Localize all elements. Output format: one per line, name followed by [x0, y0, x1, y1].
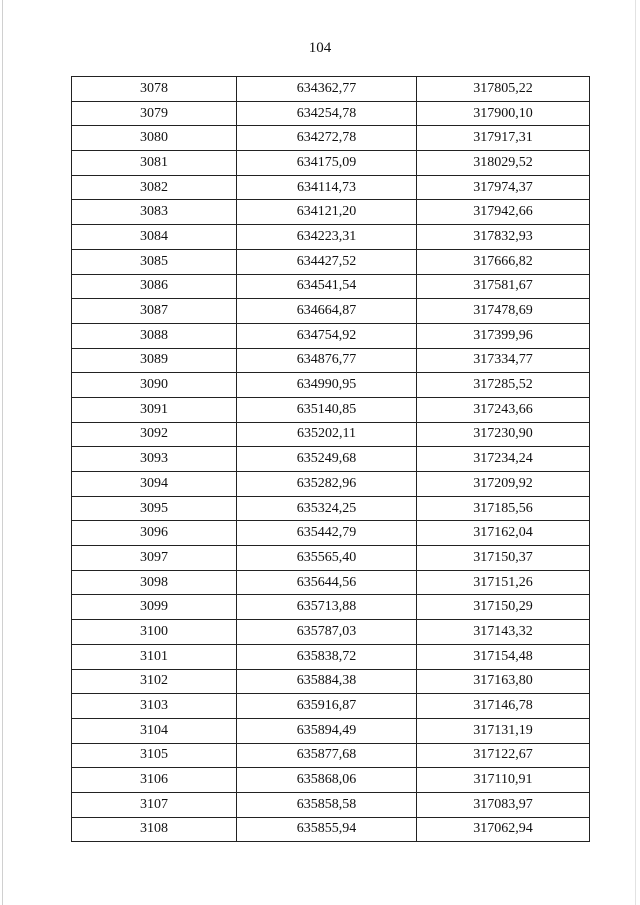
y-coordinate-cell: 317666,82: [417, 249, 590, 274]
point-number-cell: 3096: [72, 521, 237, 546]
point-number-cell: 3086: [72, 274, 237, 299]
point-number-cell: 3084: [72, 225, 237, 250]
table-row: [72, 743, 590, 768]
point-number-cell: 3085: [72, 249, 237, 274]
y-coordinate-cell: 317234,24: [417, 447, 590, 472]
x-coordinate-cell: 635565,40: [237, 546, 417, 571]
point-number-cell: 3091: [72, 397, 237, 422]
x-coordinate-cell: 634362,77: [237, 77, 417, 102]
table-row: [72, 151, 590, 176]
x-coordinate-cell: 635894,49: [237, 718, 417, 743]
point-number-cell: 3092: [72, 422, 237, 447]
y-coordinate-cell: 317230,90: [417, 422, 590, 447]
x-coordinate-cell: 634254,78: [237, 101, 417, 126]
point-number-cell: 3103: [72, 694, 237, 719]
x-coordinate-cell: 635713,88: [237, 595, 417, 620]
table-row: [72, 694, 590, 719]
x-coordinate-cell: 634121,20: [237, 200, 417, 225]
x-coordinate-cell: 635916,87: [237, 694, 417, 719]
coordinates-table: [71, 76, 590, 842]
x-coordinate-cell: 635838,72: [237, 644, 417, 669]
table-row: [72, 175, 590, 200]
point-number-cell: 3108: [72, 817, 237, 842]
coordinates-table-body: [72, 77, 590, 842]
point-number-cell: 3101: [72, 644, 237, 669]
y-coordinate-cell: 317062,94: [417, 817, 590, 842]
point-number-cell: 3087: [72, 299, 237, 324]
point-number-cell: 3093: [72, 447, 237, 472]
table-row: [72, 817, 590, 842]
y-coordinate-cell: 317285,52: [417, 373, 590, 398]
y-coordinate-cell: 317131,19: [417, 718, 590, 743]
point-number-cell: 3099: [72, 595, 237, 620]
y-coordinate-cell: 317942,66: [417, 200, 590, 225]
x-coordinate-cell: 635442,79: [237, 521, 417, 546]
x-coordinate-cell: 635858,58: [237, 792, 417, 817]
point-number-cell: 3082: [72, 175, 237, 200]
y-coordinate-cell: 317243,66: [417, 397, 590, 422]
y-coordinate-cell: 317917,31: [417, 126, 590, 151]
point-number-cell: 3080: [72, 126, 237, 151]
y-coordinate-cell: 317805,22: [417, 77, 590, 102]
point-number-cell: 3088: [72, 323, 237, 348]
table-row: [72, 101, 590, 126]
point-number-cell: 3098: [72, 570, 237, 595]
table-row: [72, 718, 590, 743]
x-coordinate-cell: 635884,38: [237, 669, 417, 694]
table-row: [72, 447, 590, 472]
table-row: [72, 200, 590, 225]
point-number-cell: 3078: [72, 77, 237, 102]
point-number-cell: 3081: [72, 151, 237, 176]
table-row: [72, 620, 590, 645]
point-number-cell: 3097: [72, 546, 237, 571]
y-coordinate-cell: 317143,32: [417, 620, 590, 645]
point-number-cell: 3090: [72, 373, 237, 398]
x-coordinate-cell: 635868,06: [237, 768, 417, 793]
point-number-cell: 3083: [72, 200, 237, 225]
table-row: [72, 570, 590, 595]
point-number-cell: 3079: [72, 101, 237, 126]
table-row: [72, 249, 590, 274]
table-row: [72, 323, 590, 348]
x-coordinate-cell: 635140,85: [237, 397, 417, 422]
x-coordinate-cell: 635877,68: [237, 743, 417, 768]
x-coordinate-cell: 635644,56: [237, 570, 417, 595]
table-row: [72, 792, 590, 817]
point-number-cell: 3089: [72, 348, 237, 373]
x-coordinate-cell: 634541,54: [237, 274, 417, 299]
point-number-cell: 3105: [72, 743, 237, 768]
scan-edge-right: [635, 0, 636, 905]
x-coordinate-cell: 634876,77: [237, 348, 417, 373]
x-coordinate-cell: 635855,94: [237, 817, 417, 842]
x-coordinate-cell: 635787,03: [237, 620, 417, 645]
y-coordinate-cell: 317974,37: [417, 175, 590, 200]
page-number: 104: [308, 40, 332, 56]
x-coordinate-cell: 634114,73: [237, 175, 417, 200]
y-coordinate-cell: 317162,04: [417, 521, 590, 546]
point-number-cell: 3095: [72, 496, 237, 521]
y-coordinate-cell: 317151,26: [417, 570, 590, 595]
table-row: [72, 521, 590, 546]
x-coordinate-cell: 634754,92: [237, 323, 417, 348]
table-row: [72, 496, 590, 521]
x-coordinate-cell: 634990,95: [237, 373, 417, 398]
table-row: [72, 397, 590, 422]
table-row: [72, 274, 590, 299]
y-coordinate-cell: 317832,93: [417, 225, 590, 250]
table-row: [72, 299, 590, 324]
y-coordinate-cell: 317581,67: [417, 274, 590, 299]
y-coordinate-cell: 317154,48: [417, 644, 590, 669]
y-coordinate-cell: 317163,80: [417, 669, 590, 694]
y-coordinate-cell: 317900,10: [417, 101, 590, 126]
y-coordinate-cell: 317209,92: [417, 472, 590, 497]
table-row: [72, 644, 590, 669]
x-coordinate-cell: 634272,78: [237, 126, 417, 151]
point-number-cell: 3102: [72, 669, 237, 694]
table-row: [72, 373, 590, 398]
y-coordinate-cell: 318029,52: [417, 151, 590, 176]
table-row: [72, 77, 590, 102]
table-row: [72, 422, 590, 447]
scan-edge-left: [2, 0, 3, 905]
point-number-cell: 3106: [72, 768, 237, 793]
y-coordinate-cell: 317110,91: [417, 768, 590, 793]
x-coordinate-cell: 635282,96: [237, 472, 417, 497]
table-row: [72, 669, 590, 694]
point-number-cell: 3100: [72, 620, 237, 645]
point-number-cell: 3104: [72, 718, 237, 743]
y-coordinate-cell: 317399,96: [417, 323, 590, 348]
point-number-cell: 3094: [72, 472, 237, 497]
y-coordinate-cell: 317478,69: [417, 299, 590, 324]
y-coordinate-cell: 317083,97: [417, 792, 590, 817]
x-coordinate-cell: 634427,52: [237, 249, 417, 274]
x-coordinate-cell: 635324,25: [237, 496, 417, 521]
table-row: [72, 595, 590, 620]
x-coordinate-cell: 635249,68: [237, 447, 417, 472]
y-coordinate-cell: 317334,77: [417, 348, 590, 373]
table-row: [72, 225, 590, 250]
y-coordinate-cell: 317122,67: [417, 743, 590, 768]
y-coordinate-cell: 317185,56: [417, 496, 590, 521]
x-coordinate-cell: 634223,31: [237, 225, 417, 250]
x-coordinate-cell: 634664,87: [237, 299, 417, 324]
table-row: [72, 768, 590, 793]
x-coordinate-cell: 634175,09: [237, 151, 417, 176]
table-row: [72, 348, 590, 373]
y-coordinate-cell: 317150,37: [417, 546, 590, 571]
point-number-cell: 3107: [72, 792, 237, 817]
table-row: [72, 126, 590, 151]
x-coordinate-cell: 635202,11: [237, 422, 417, 447]
table-row: [72, 472, 590, 497]
table-row: [72, 546, 590, 571]
y-coordinate-cell: 317150,29: [417, 595, 590, 620]
y-coordinate-cell: 317146,78: [417, 694, 590, 719]
